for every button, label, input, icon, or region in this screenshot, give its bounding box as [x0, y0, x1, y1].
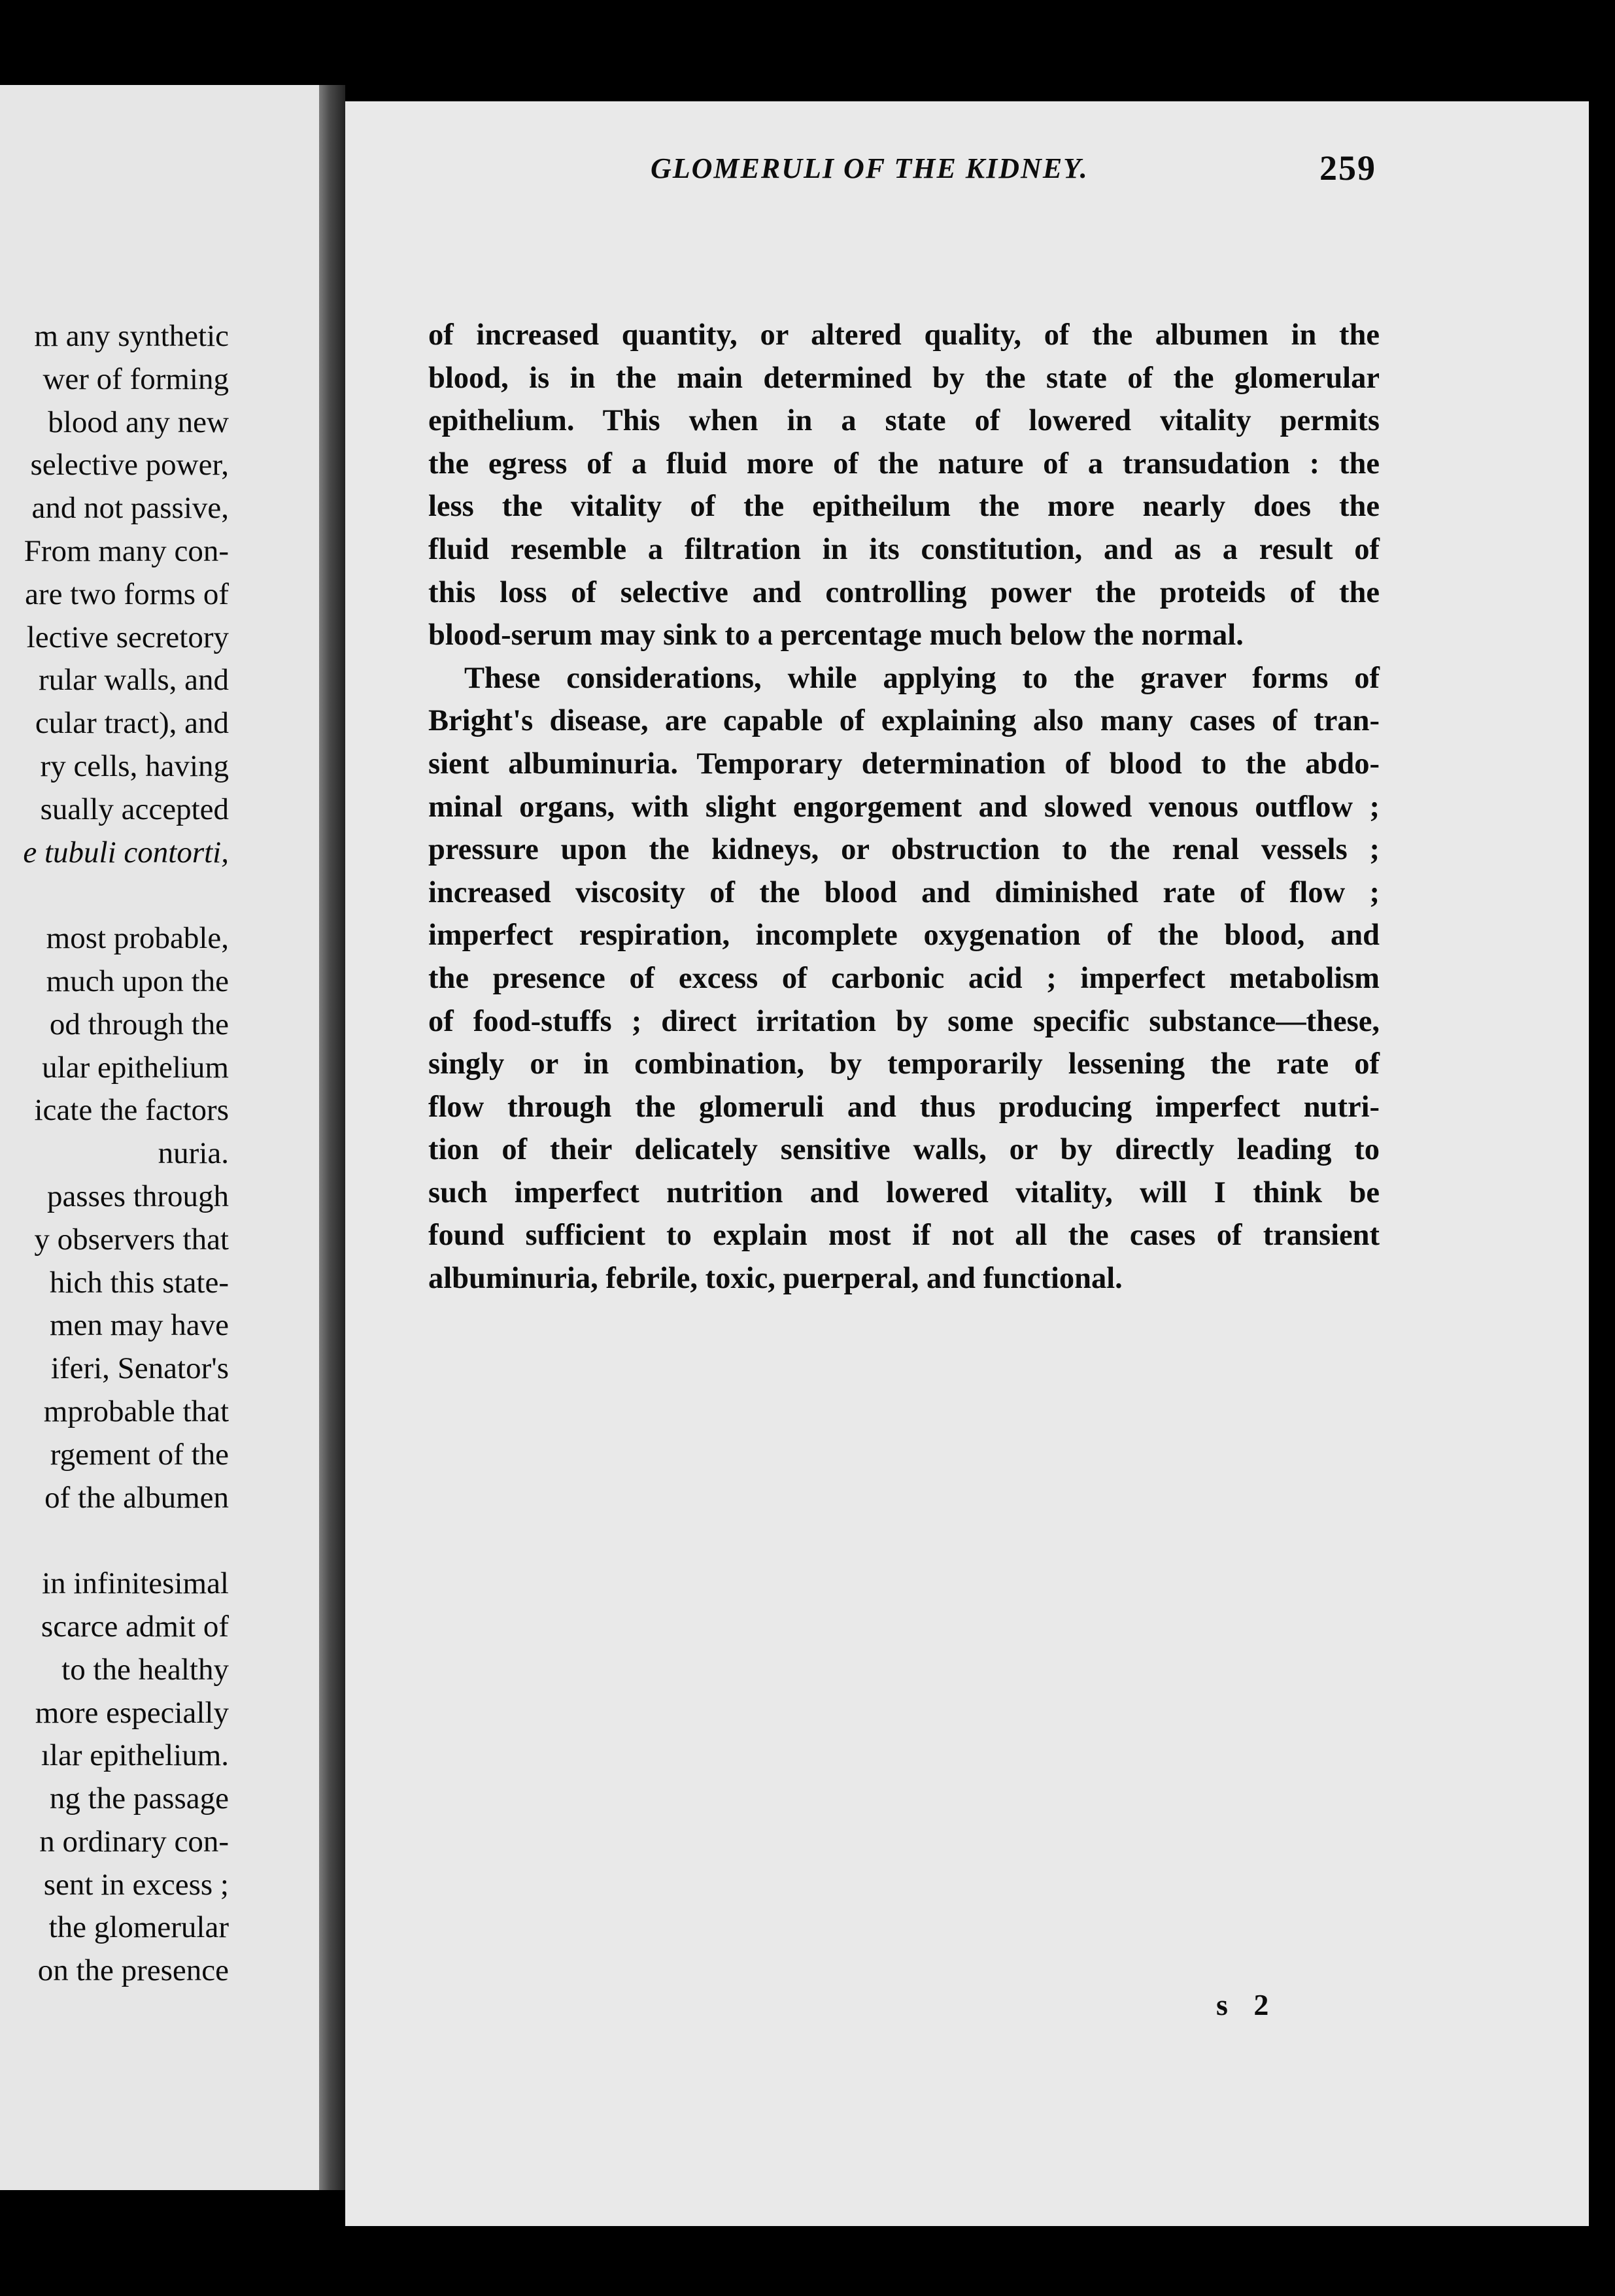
text-line: od through the [49, 1007, 229, 1041]
text-line: passes through [46, 1179, 229, 1213]
text-line: ng the passage [49, 1781, 229, 1816]
text-line: fluid resemble a filtration in its constitution, and as a result of [428, 532, 1380, 566]
text-line: the presence of excess of carbonic acid ; imperfect metabolism [428, 961, 1380, 995]
text-line: sent in excess ; [43, 1867, 229, 1902]
text-line: These considerations, while applying to the graver forms of [464, 661, 1380, 695]
text-line: of increased quantity, or altered quality, of the albumen in the [428, 318, 1380, 352]
text-line: ılar epithelium. [41, 1738, 229, 1773]
text-line: icate the factors [34, 1093, 229, 1128]
text-line: singly or in combination, by temporarily lessening the rate of [428, 1047, 1380, 1081]
text-line: are two forms of [25, 577, 229, 611]
text-line: and not passive, [31, 491, 229, 526]
text-line: found sufficient to explain most if not all the cases of transient [428, 1219, 1380, 1253]
text-line: scarce admit of [41, 1609, 229, 1644]
previous-page-fragment [0, 85, 319, 2190]
text-line: nuria. [158, 1136, 229, 1171]
text-line: less the vitality of the epitheilum the more nearly does the [428, 490, 1380, 524]
text-line: increased viscosity of the blood and diminished rate of flow ; [428, 875, 1380, 909]
text-line: pressure upon the kidneys, or obstruction to the renal vessels ; [428, 833, 1380, 867]
text-line: From many con- [24, 533, 229, 568]
text-line: ry cells, having [40, 749, 229, 783]
text-line: rular walls, and [38, 663, 229, 698]
blank-line [0, 1519, 229, 1562]
text-line: blood, is in the main determined by the state of the glomerular [428, 361, 1380, 395]
page-header [314, 148, 1376, 197]
text-line: e tubuli contorti, [23, 835, 229, 869]
text-line: ular epithelium [42, 1050, 229, 1085]
text-line: blood any new [48, 405, 229, 439]
text-line: cular tract), and [35, 706, 229, 741]
text-line: men may have [49, 1308, 229, 1343]
body-text [428, 314, 1380, 1300]
text-line: of food-stuffs ; direct irritation by some specific substance—these, [428, 1004, 1380, 1038]
text-line: lective secretory [26, 620, 229, 654]
text-line: most probable, [46, 921, 229, 956]
text-line: sient albuminuria. Temporary determination of blood to the abdo- [428, 747, 1380, 781]
text-line: flow through the glomeruli and thus producing imperfect nutri- [428, 1090, 1380, 1124]
text-line: mprobable that [43, 1394, 229, 1428]
text-line: hich this state- [49, 1265, 229, 1300]
book-gutter [319, 85, 345, 2190]
text-line: the glomerular [48, 1910, 229, 1945]
blank-line [0, 874, 229, 917]
page-number: 259 [1319, 148, 1376, 188]
text-line: blood-serum may sink to a percentage much below the normal. [428, 618, 1244, 652]
text-line: such imperfect nutrition and lowered vitality, will I think be [428, 1175, 1380, 1209]
text-line: more especially [35, 1695, 229, 1730]
text-line: Bright's disease, are capable of explaining also many cases of tran- [428, 704, 1380, 738]
previous-page-text [0, 315, 229, 1993]
text-line: iferi, Senator's [50, 1351, 229, 1386]
text-line: albuminuria, febrile, toxic, puerperal, and functional. [428, 1262, 1123, 1296]
text-line: on the presence [37, 1953, 229, 1988]
text-line: tion of their delicately sensitive walls, or by directly leading to [428, 1133, 1380, 1167]
text-line: epithelium. This when in a state of lowered vitality permits [428, 404, 1380, 438]
text-line: in infinitesimal [42, 1566, 229, 1601]
signature-mark: s 2 [1216, 1988, 1278, 2021]
text-line: rgement of the [50, 1437, 229, 1472]
text-line: sually accepted [40, 792, 229, 826]
text-line: this loss of selective and controlling power the proteids of the [428, 575, 1380, 609]
text-line: imperfect respiration, incomplete oxygenation of the blood, and [428, 919, 1380, 953]
text-line: much upon the [46, 964, 229, 998]
text-line: m any synthetic [34, 319, 229, 353]
text-line: minal organs, with slight engorgement and slowed venous outflow ; [428, 790, 1380, 824]
text-line: wer of forming [42, 362, 229, 396]
text-line: selective power, [30, 448, 229, 482]
text-line: y observers that [34, 1222, 229, 1257]
text-line: to the healthy [61, 1652, 229, 1687]
text-line: of the albumen [44, 1480, 229, 1515]
running-head: GLOMERULI OF THE KIDNEY. [651, 152, 1089, 184]
text-line: n ordinary con- [39, 1824, 229, 1859]
text-line: the egress of a fluid more of the nature of a transudation : the [428, 447, 1380, 481]
